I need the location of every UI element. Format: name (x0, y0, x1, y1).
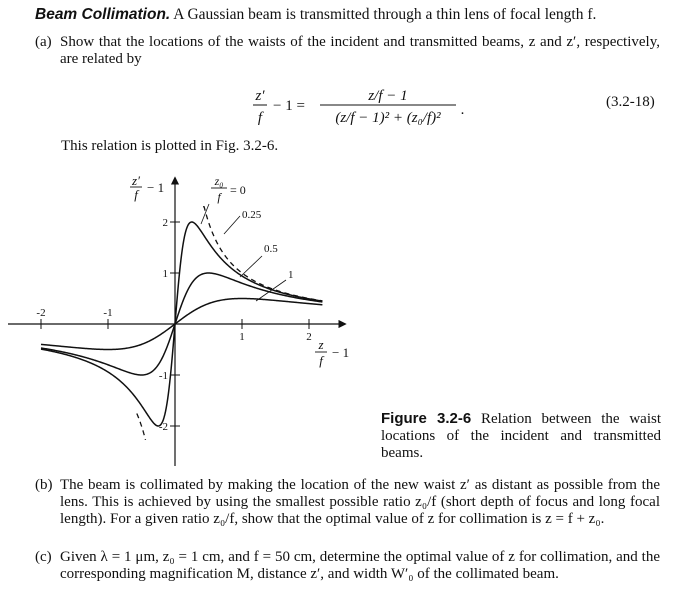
y-axis-label (130, 173, 164, 202)
svg-text:f: f (217, 190, 221, 204)
problem-intro: A Gaussian beam is transmitted through a thin lens of focal length f. (173, 6, 597, 23)
eq-rhs-denominator: (z/f − 1)² + (z₀/f)² (335, 110, 441, 126)
svg-text:z′: z′ (132, 173, 140, 188)
y-tick-label-0: 2 (162, 217, 168, 229)
y-tick-label-1: 1 (162, 268, 168, 280)
svg-text:− 1: − 1 (147, 180, 165, 195)
problem-title-line (35, 6, 596, 24)
svg-text:0.5: 0.5 (264, 243, 278, 255)
curve-label-r0-25 (224, 209, 262, 234)
part-a (35, 34, 660, 68)
x-tick-label-0: -2 (36, 307, 46, 319)
curve-label-r0-5 (240, 243, 278, 277)
part-a-label: (a) (35, 34, 52, 50)
svg-text:− 1: − 1 (332, 345, 350, 360)
part-b (35, 477, 660, 528)
figure-caption-label: Figure 3.2-6 (381, 410, 472, 427)
svg-text:= 0: = 0 (230, 183, 246, 197)
relation-text: This relation is plotted in Fig. 3.2-6. (61, 138, 279, 154)
part-c-label: (c) (35, 549, 52, 565)
problem-heading: Beam Collimation. (35, 6, 171, 23)
y-tick-label-2: -1 (158, 370, 168, 382)
part-b-text: The beam is collimated by making the location of the new waist z′ as distant as possible from the lens. This is achieved by using the smallest possible ratio z₀/f (short depth of focus and long focal length). For a given ratio z₀/f, show that the optimal value of z for collimation is z = f + z₀. (60, 477, 660, 527)
eq-lhs-numerator: z′ (255, 88, 265, 104)
svg-text:f: f (134, 187, 138, 202)
part-c-text: Given λ = 1 μm, z₀ = 1 cm, and f = 50 cm, determine the optimal value of z for collimation, and the corresponding magnification M, distance z′, and width W′₀ of the collimated beam. (60, 549, 660, 582)
part-b-label: (b) (35, 477, 53, 493)
part-c (35, 549, 660, 583)
figure-caption-text: Relation between the waist locations of the incident and transmitted beams. (381, 411, 661, 461)
figure-caption (381, 410, 661, 462)
svg-text:0.25: 0.25 (242, 209, 262, 221)
eq-trailing-period: · (460, 106, 465, 122)
x-tick-label-2: 1 (239, 331, 245, 343)
x-axis-label (315, 337, 349, 368)
svg-text:f: f (319, 353, 323, 368)
part-a-text: Show that the locations of the waists of the incident and transmitted beams, z and z′, respectively, are related by (60, 34, 660, 67)
y-tick-label-3: -2 (158, 421, 168, 433)
equation-3-2-18 (230, 80, 500, 132)
svg-text:1: 1 (288, 269, 294, 281)
equation-number: (3.2-18) (606, 94, 655, 110)
curve-series-r0-negative (137, 413, 146, 439)
eq-rhs-numerator: z/f − 1 (368, 88, 408, 104)
eq-lhs-rest: − 1 = (273, 98, 305, 114)
svg-text:z: z (318, 337, 324, 352)
x-tick-label-1: -1 (103, 307, 113, 319)
figure-3-2-6-plot (0, 166, 380, 476)
eq-lhs-denominator: f (257, 110, 263, 126)
svg-text:z₀: z₀ (214, 174, 224, 188)
x-tick-label-3: 2 (306, 331, 312, 343)
